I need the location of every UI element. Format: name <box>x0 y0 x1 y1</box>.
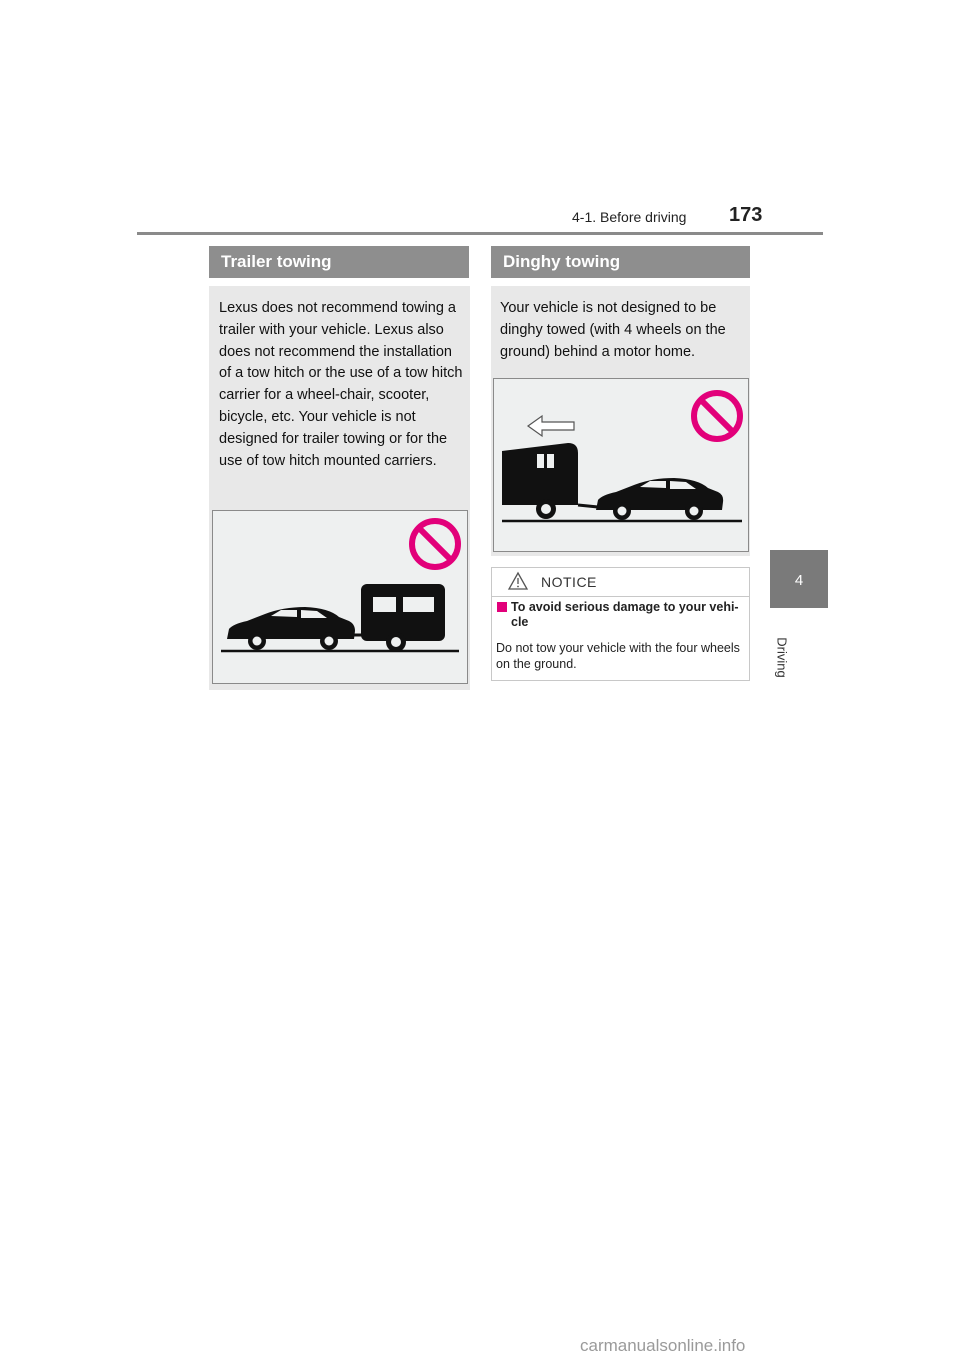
watermark: carmanualsonline.info <box>580 1336 746 1355</box>
section-title: 4-1. Before driving <box>572 209 687 225</box>
dinghy-towing-illustration <box>493 378 749 552</box>
notice-title: NOTICE <box>541 574 597 590</box>
page-number: 173 <box>729 204 763 226</box>
trailer-towing-text: Lexus does not recommend towing a trailer with your vehicle. Lexus also does not recommend the installation of a tow hitch or the use of a tow hitch carrier for a wheel-chair, scooter, bicycle, etc. Your vehicle is not designed for trailer towing or for the use of tow hitch mounted carriers. <box>219 300 463 469</box>
prohibition-icon <box>412 521 458 567</box>
chapter-label: Driving <box>774 637 790 678</box>
arrow-left-icon <box>528 416 574 436</box>
notice-header <box>491 567 750 597</box>
warning-triangle-icon <box>507 571 529 591</box>
chapter-number: 4 <box>794 572 804 589</box>
dinghy-towing-text: Your vehicle is not designed to be dinghy towed (with 4 wheels on the ground) behind a motor home. <box>500 300 726 360</box>
header-rule <box>137 232 823 235</box>
trailer-towing-heading: Trailer towing <box>209 246 469 278</box>
trailer-towing-illustration <box>212 510 468 684</box>
notice-subheading: To avoid serious damage to your vehi- cle <box>511 600 739 629</box>
prohibition-icon <box>694 393 740 439</box>
notice-body: Do not tow your vehicle with the four wheels on the ground. <box>496 641 740 671</box>
notice-bullet <box>497 602 507 612</box>
dinghy-towing-heading: Dinghy towing <box>491 246 750 278</box>
